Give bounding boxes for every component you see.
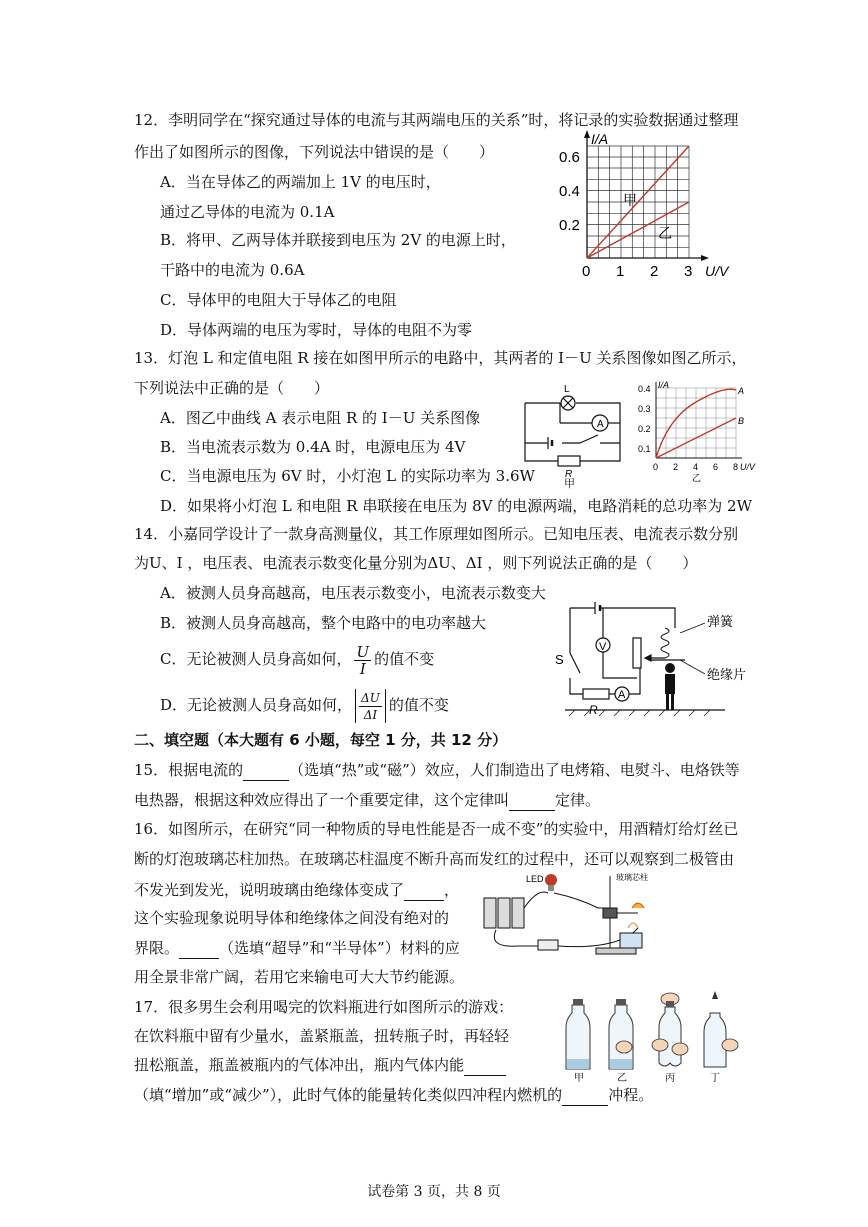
page-footer: 试卷第 3 页，共 8 页 — [367, 1184, 501, 1200]
q12-ytick-0: 0.6 — [559, 149, 580, 166]
q14-delta-num: ΔU — [361, 691, 380, 706]
q13-xtick-1: 2 — [673, 462, 679, 472]
q14-ammeter-label: A — [618, 689, 626, 701]
q16-line5-prefix: 界限。 — [134, 939, 180, 957]
q13-xtick-0: 0 — [653, 462, 659, 472]
q16-line5 — [134, 938, 460, 959]
q15-line1 — [134, 760, 740, 781]
q12-y-axis-label: I/A — [591, 131, 609, 147]
q13-ytick-3: 0.1 — [638, 444, 651, 454]
q13-y-axis-label: I/A — [658, 380, 670, 390]
q14-frac-den: I — [359, 659, 366, 678]
section-2-title: 二、填空题（本大题有 6 小题，每空 1 分，共 12 分） — [134, 731, 508, 749]
q17-blank-1[interactable] — [464, 1055, 506, 1076]
q17-line4 — [134, 1085, 653, 1106]
q13-circuit-diagram — [520, 383, 630, 483]
q13-option-d: D．如果将小灯泡 L 和电阻 R 串联接在电压为 8V 的电源两端，电路消耗的总功率为 2W — [160, 497, 752, 515]
q17-line4-prefix: （填“增加”或“减少”），此时气体的能量转化类似四冲程内燃机的 — [134, 1086, 563, 1104]
q12-stem-line2: 作出了如图所示的图像，下列说法中错误的是（ ） — [134, 143, 495, 161]
bottle-ding — [704, 1013, 726, 1067]
q16-blank-1[interactable] — [404, 880, 444, 901]
q13-stem-line1: 13．灯泡 L 和定值电阻 R 接在如图甲所示的电路中，其两者的 I－U 关系图像如图乙所示， — [134, 349, 747, 367]
q13-curve-a-label: A — [738, 386, 745, 396]
q12-label-yi: 乙 — [658, 225, 672, 241]
q14-option-b: B．被测人员身高越高，整个电路中的电功率越大 — [160, 614, 487, 632]
q15-line1-prefix: 15．根据电流的 — [134, 761, 244, 779]
q17-line1: 17．很多男生会利用喝完的饮料瓶进行如图所示的游戏： — [134, 998, 514, 1016]
q16-line3-suffix: ， — [444, 881, 460, 899]
q12-option-c: C．导体甲的电阻大于导体乙的电阻 — [160, 291, 397, 309]
q13-ytick-2: 0.2 — [638, 424, 651, 434]
q12-label-jia: 甲 — [623, 192, 637, 208]
q14-option-d — [160, 688, 449, 723]
q12-x-axis-label: U/V — [705, 263, 729, 279]
q15-line2-prefix: 电热器，根据这种效应得出了一个重要定律，这个定律叫 — [134, 791, 510, 809]
q14-fraction-u-over-i — [354, 644, 371, 677]
q12-xtick-2: 2 — [650, 263, 659, 280]
q13-ytick-0: 0.4 — [638, 384, 651, 394]
q13-ytick-1: 0.3 — [638, 404, 651, 414]
q17-label-yi: 乙 — [617, 1073, 627, 1084]
q16-line5-suffix: （选填“超导”和“半导体”）材料的应 — [219, 939, 460, 957]
q16-line4: 这个实验现象说明导体和绝缘体之间没有绝对的 — [134, 909, 450, 927]
q14-delta-den: ΔI — [363, 708, 378, 723]
q12-iu-graph — [555, 128, 745, 283]
q13-xtick-3: 6 — [713, 462, 719, 472]
q16-core-label: 玻璃芯柱 — [616, 873, 648, 882]
q13-option-b: B．当电流表示数为 0.4A 时，电源电压为 4V — [160, 438, 466, 456]
q14-voltmeter-label: V — [599, 641, 607, 653]
q13-lamp-label: L — [564, 384, 570, 395]
q13-stem-line2: 下列说法中正确的是（ ） — [134, 379, 330, 397]
q12-xtick-1: 1 — [616, 263, 625, 280]
q13-circuit-caption: 甲 — [564, 477, 575, 490]
q17-bottle-game-diagram — [560, 985, 750, 1085]
q13-x-axis-label: U/V — [740, 462, 756, 472]
led-icon — [545, 874, 557, 886]
q12-option-a-line1: A．当在导体乙的两端加上 1V 的电压时， — [160, 173, 441, 191]
q12-option-b-line1: B．将甲、乙两导体并联接到电压为 2V 的电源上时， — [160, 231, 516, 249]
q13-curve-b-label: B — [738, 416, 745, 426]
q12-ytick-1: 0.4 — [559, 183, 580, 200]
q16-line2: 断的灯泡玻璃芯柱加热。在玻璃芯柱温度不断升高而发红的过程中，还可以观察到二极管由 — [134, 850, 735, 868]
q14-option-d-suffix: 的值不变 — [388, 696, 449, 714]
q13-xtick-4: 8 — [733, 462, 739, 472]
q13-option-a: A．图乙中曲线 A 表示电阻 R 的 I－U 关系图像 — [160, 409, 481, 427]
q12-ytick-2: 0.2 — [559, 217, 580, 234]
q17-label-jia: 甲 — [574, 1073, 584, 1084]
q16-led-label: LED — [526, 874, 544, 884]
q17-label-bing: 丙 — [665, 1073, 675, 1084]
q16-line3-prefix: 不发光到发光，说明玻璃由绝缘体变成了 — [134, 881, 405, 899]
q14-option-c — [160, 642, 434, 677]
q14-height-meter-diagram — [545, 598, 770, 723]
q17-line3-text: 扭松瓶盖，瓶盖被瓶内的气体冲出，瓶内气体内能 — [134, 1056, 465, 1074]
q13-option-c: C．当电源电压为 6V 时，小灯泡 L 的实际功率为 3.6W — [160, 467, 535, 485]
q17-blank-2[interactable] — [562, 1085, 608, 1106]
q15-blank-2[interactable] — [509, 790, 555, 811]
q14-option-a: A．被测人员身高越高，电压表示数变小，电流表示数变大 — [160, 584, 546, 602]
bottle-bing — [659, 1007, 681, 1066]
q15-line2 — [134, 790, 600, 811]
q14-option-c-prefix: C．无论被测人员身高如何， — [160, 650, 352, 668]
person-figure — [665, 663, 675, 710]
q14-resistor-label: R — [589, 703, 598, 717]
q14-switch-label: S — [555, 652, 564, 667]
q14-abs-delta-fraction — [355, 689, 386, 724]
q15-line2-suffix: 定律。 — [555, 791, 601, 809]
q12-xtick-3: 3 — [684, 263, 693, 280]
q17-label-ding: 丁 — [710, 1073, 720, 1084]
q14-option-c-suffix: 的值不变 — [374, 650, 435, 668]
q14-insulator-label: 绝缘片 — [707, 667, 747, 682]
q12-option-a-line2: 通过乙导体的电流为 0.1A — [160, 203, 335, 221]
q15-line1-suffix: （选填“热”或“磁”）效应，人们制造出了电烤箱、电熨斗、电烙铁等 — [289, 761, 740, 779]
q12-line-yi — [587, 202, 689, 258]
q15-blank-1[interactable] — [243, 760, 289, 781]
q13-graph-caption: 乙 — [692, 473, 702, 483]
q16-line6: 用全景非常广阔，若用它来输电可大大节约能源。 — [134, 968, 465, 986]
q14-stem-line1: 14．小嘉同学设计了一款身高测量仪，其工作原理如图所示。已知电压表、电流表示数分别 — [134, 525, 739, 543]
q17-line2: 在饮料瓶中留有少量水，盖紧瓶盖，扭转瓶子时，再轻轻 — [134, 1027, 510, 1045]
q12-option-d: D．导体两端的电压为零时，导体的电阻不为零 — [160, 321, 473, 339]
q16-line3 — [134, 880, 459, 901]
q13-ammeter-label: A — [597, 419, 604, 430]
q12-xtick-0: 0 — [582, 263, 591, 280]
q16-line1: 16．如图所示，在研究“同一种物质的导电性能是否一成不变”的实验中，用酒精灯给灯丝已 — [134, 820, 739, 838]
q13-xtick-2: 4 — [693, 462, 699, 472]
q17-line4-suffix: 冲程。 — [608, 1086, 654, 1104]
q13-resistor-label: R — [565, 469, 573, 480]
q17-line3 — [134, 1055, 506, 1076]
q14-option-d-prefix: D．无论被测人员身高如何， — [160, 696, 353, 714]
q14-stem-line2: 为U、I ，电压表、电流表示数变化量分别为ΔU、ΔI ，则下列说法正确的是（ ） — [134, 554, 698, 572]
q14-frac-num: U — [356, 642, 370, 661]
q14-spring-label: 弹簧 — [707, 614, 734, 629]
q12-stem-line1: 12．李明同学在“探究通过导体的电流与其两端电压的关系”时，将记录的实验数据通过整理 — [134, 111, 739, 129]
q13-iu-graph — [638, 380, 756, 485]
q16-experiment-diagram — [478, 868, 678, 963]
q12-option-b-line2: 干路中的电流为 0.6A — [160, 261, 305, 279]
q16-blank-2[interactable] — [179, 938, 219, 959]
